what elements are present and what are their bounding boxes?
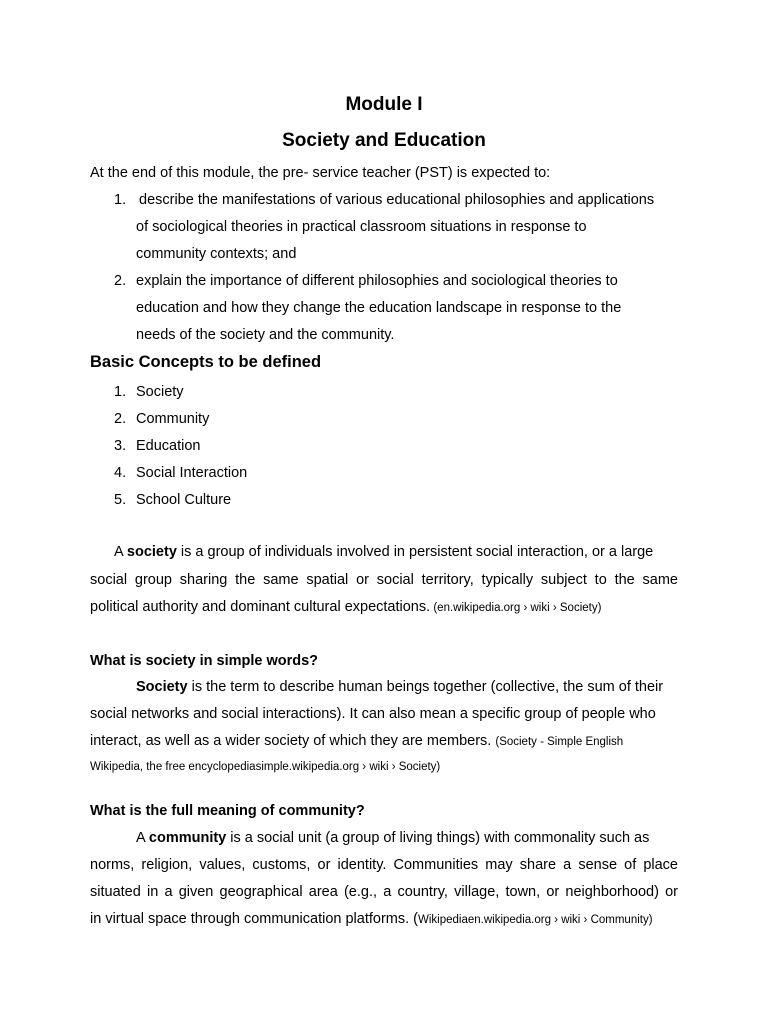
community-definition-line: situated in a given geographical area (e.g., a country, village, town, or neighborhood) or — [90, 884, 678, 900]
concepts-heading: Basic Concepts to be defined — [90, 353, 322, 371]
source-citation: Wikipediaen.wikipedia.org › wiki › Community) — [418, 914, 653, 926]
objective-line: explain the importance of different philosophies and sociological theories to — [136, 273, 618, 289]
module-number: Module I — [345, 94, 423, 115]
source-citation: (Society - Simple English — [495, 736, 624, 748]
society-simple-line: social networks and social interactions). It can also mean a specific group of people who — [90, 706, 656, 722]
objective-line: community contexts; and — [136, 246, 297, 262]
society-simple-heading: What is society in simple words? — [90, 653, 319, 669]
society-definition-line: A society is a group of individuals involved in persistent social interaction, or a large — [114, 544, 654, 560]
objective-number: 1. — [114, 192, 127, 208]
objective-line: of sociological theories in practical classroom situations in response to — [136, 219, 587, 235]
community-definition-line: in virtual space through communication platforms. (Wikipediaen.wikipedia.org › wiki › Community) — [90, 911, 653, 927]
concept-item: Community — [136, 411, 210, 427]
concept-number: 5. — [114, 492, 127, 508]
society-definition-line: political authority and dominant cultural expectations. (en.wikipedia.org › wiki › Society) — [90, 599, 602, 615]
intro-text: At the end of this module, the pre- service teacher (PST) is expected to: — [90, 165, 551, 181]
module-title: Society and Education — [282, 130, 486, 151]
source-citation: (en.wikipedia.org › wiki › Society) — [430, 602, 602, 614]
society-term: Society — [136, 679, 188, 695]
community-heading: What is the full meaning of community? — [90, 803, 365, 819]
objective-line: needs of the society and the community. — [136, 327, 395, 343]
concept-number: 1. — [114, 384, 127, 400]
society-simple-line: Society is the term to describe human beings together (collective, the sum of their — [136, 679, 664, 695]
concept-number: 2. — [114, 411, 127, 427]
concept-number: 3. — [114, 438, 127, 454]
concept-item: School Culture — [136, 492, 232, 508]
community-definition-line: norms, religion, values, customs, or identity. Communities may share a sense of place — [90, 857, 678, 873]
concept-item: Social Interaction — [136, 465, 248, 481]
society-simple-line: interact, as well as a wider society of which they are members. (Society - Simple English — [90, 733, 624, 749]
society-definition-line: social group sharing the same spatial or social territory, typically subject to the same — [90, 572, 678, 588]
society-term: society — [126, 544, 177, 560]
objective-line: education and how they change the education landscape in response to the — [136, 300, 622, 316]
community-definition-line: A community is a social unit (a group of living things) with commonality such as — [136, 830, 650, 846]
objective-number: 2. — [114, 273, 127, 289]
objective-line: describe the manifestations of various educational philosophies and applications — [139, 192, 655, 208]
source-citation: Wikipedia, the free encyclopediasimple.wikipedia.org › wiki › Society) — [90, 761, 441, 773]
community-term: community — [148, 830, 227, 846]
concept-item: Society — [136, 384, 184, 400]
concept-number: 4. — [114, 465, 127, 481]
concept-item: Education — [136, 438, 201, 454]
